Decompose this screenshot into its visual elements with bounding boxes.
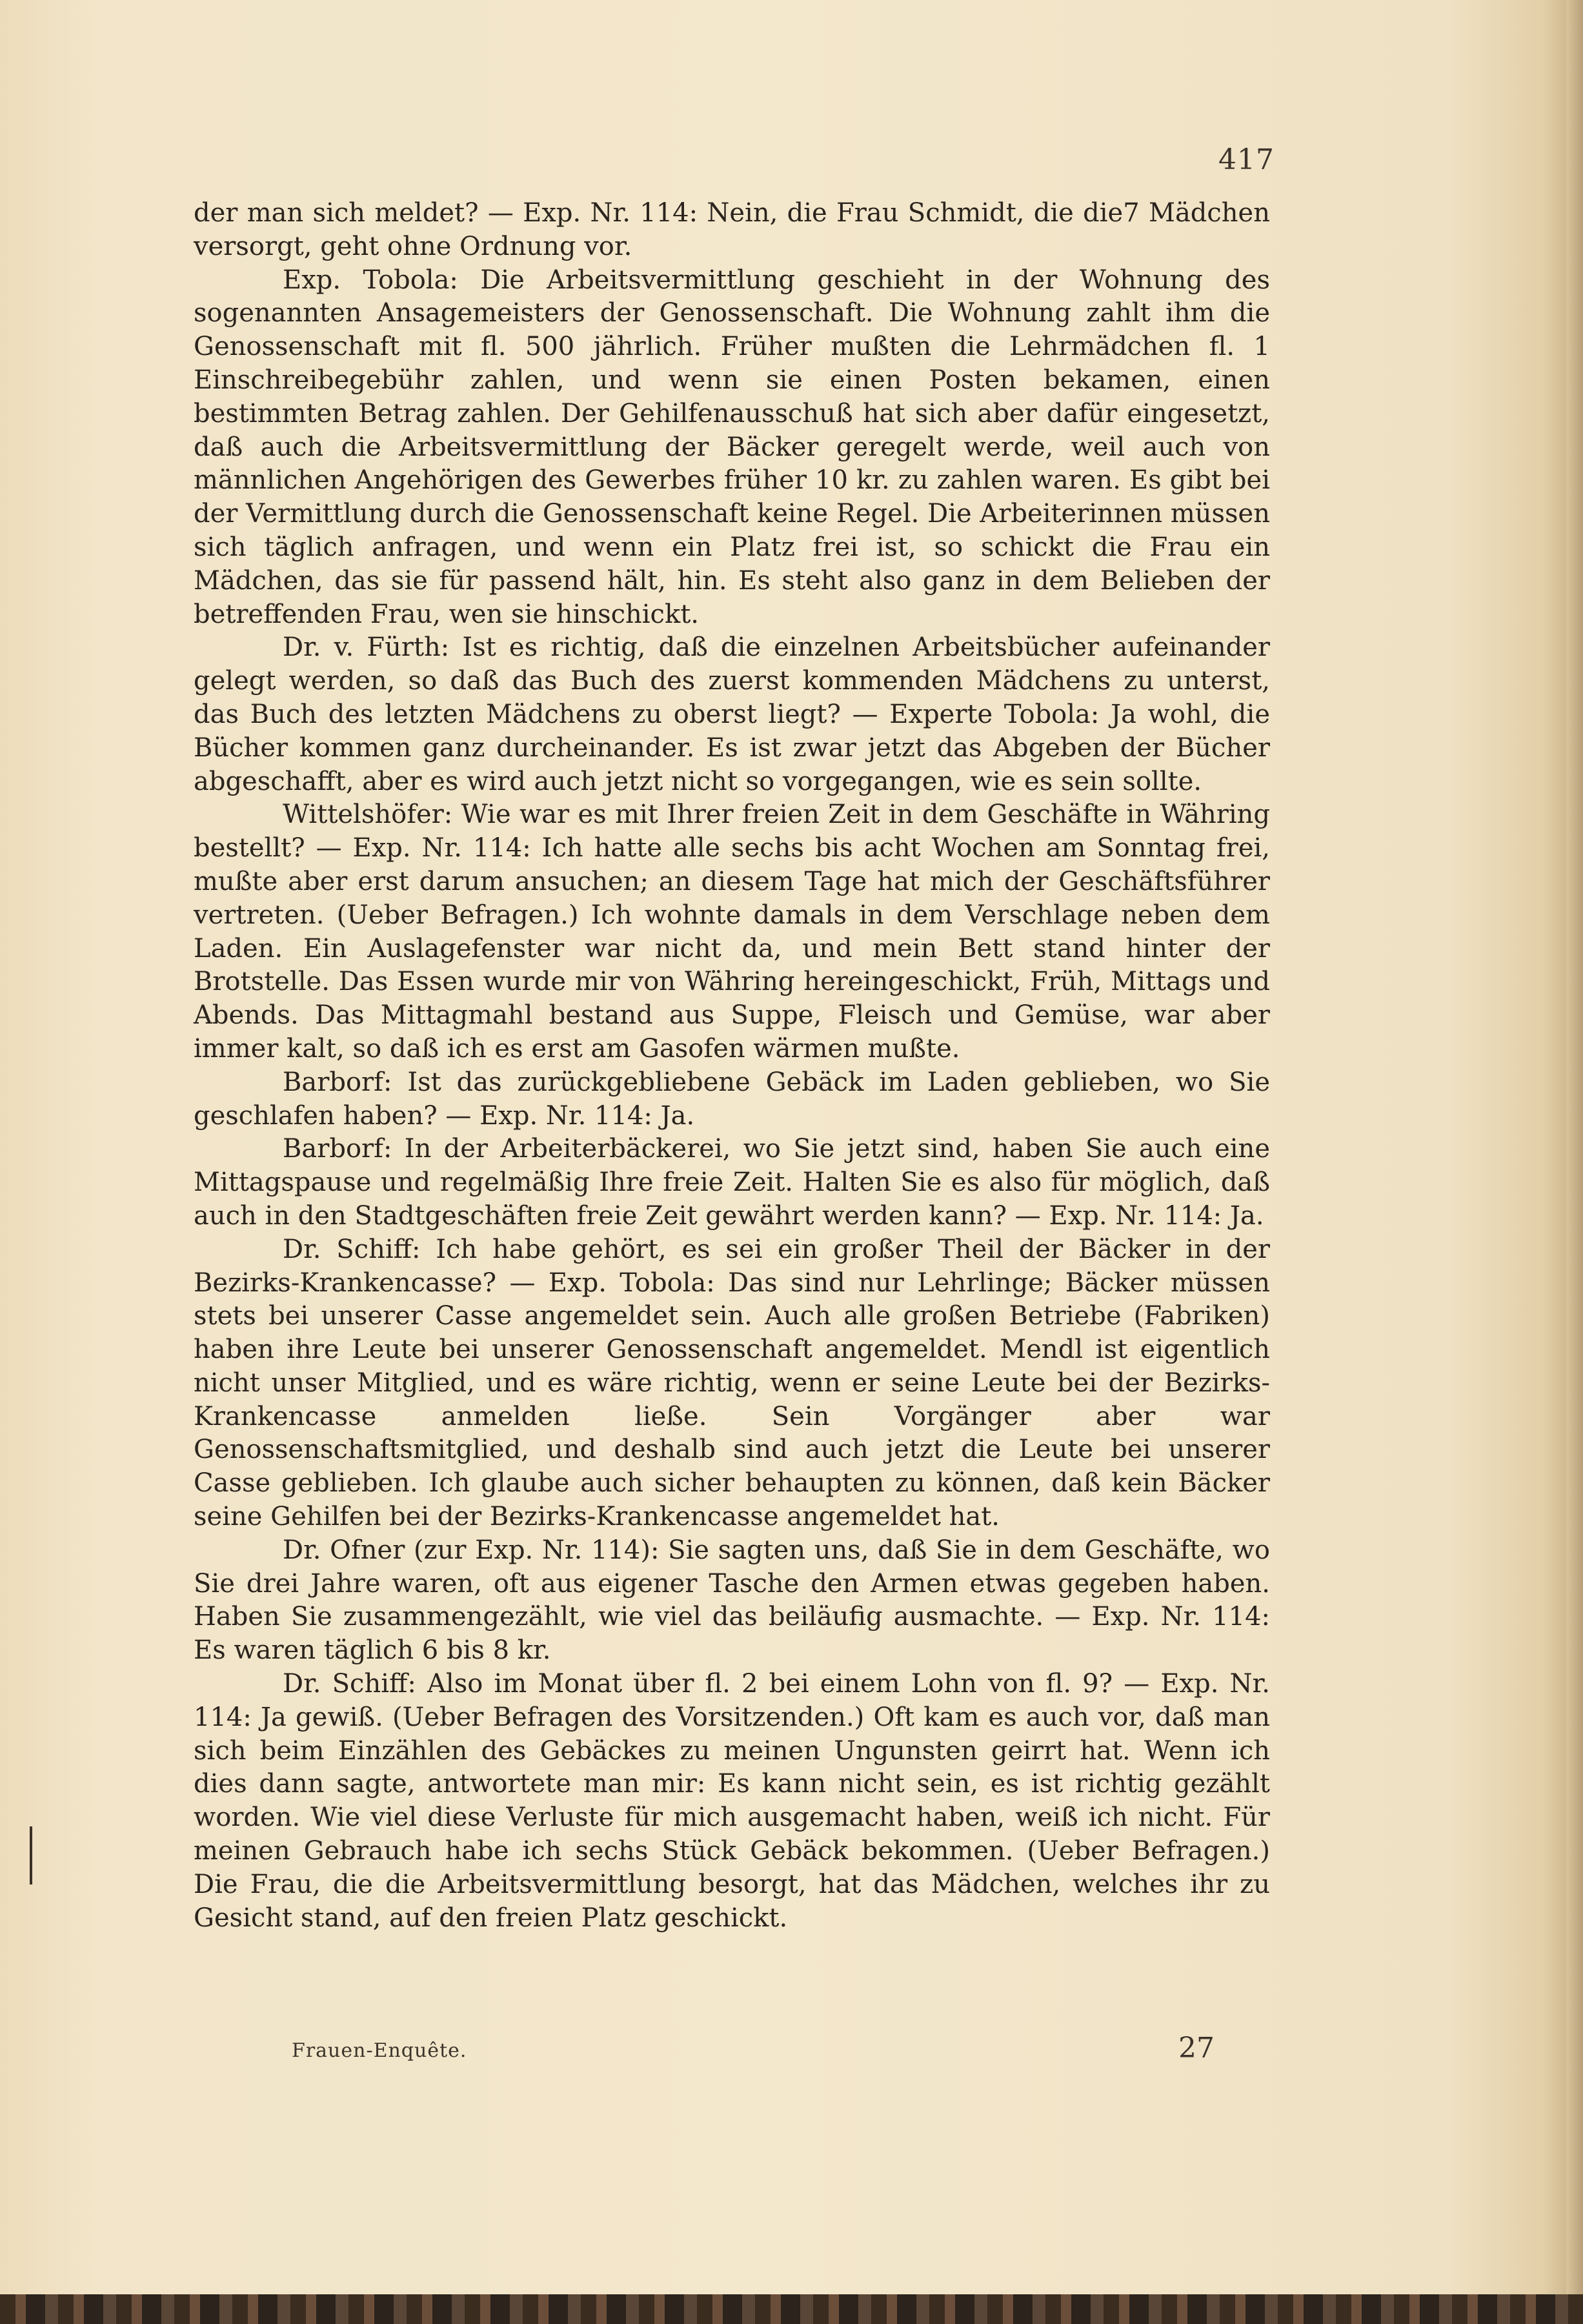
paragraph: Dr. v. Fürth: Ist es richtig, daß die einzelnen Arbeitsbücher aufeinander gelegt werden, so daß das Buch des zuerst kommenden Mädchens zu unterst, das Buch des letzten Mädchens zu oberst liegt? — Experte Tobola: Ja wohl, die Bücher kommen ganz durcheinander. Es ist zwar jetzt das Abgeben der Bücher abgeschafft, aber es wird auch jetzt nicht so vorgegangen, wie es sein sollte. [194,632,1270,796]
book-binding-strip [0,2294,1583,2324]
paragraph: Exp. Tobola: Die Arbeitsvermittlung geschieht in der Wohnung des sogenannten Ansagemeisters der Genossenschaft. Die Wohnung zahlt ihm die Genossenschaft mit fl. 500 jährlich. Früher mußten die Lehrmädchen fl. 1 Einschreibegebühr zahlen, und wenn sie einen Posten bekamen, einen bestimmten Betrag zahlen. Der Gehilfenausschuß hat sich aber dafür eingesetzt, daß auch die Arbeitsvermittlung der Bäcker geregelt werde, weil auch von männlichen Angehörigen des Gewerbes früher 10 kr. zu zahlen waren. Es gibt bei der Vermittlung durch die Genossenschaft keine Regel. Die Arbeiterinnen müssen sich täglich anfragen, und wenn ein Platz frei ist, so schickt die Frau ein Mädchen, das sie für passend hält, hin. Es steht also ganz in dem Belieben der betreffenden Frau, wen sie hinschickt. [194,265,1270,629]
paragraph: Barborf: In der Arbeiterbäckerei, wo Sie jetzt sind, haben Sie auch eine Mittagspause und regelmäßig Ihre freie Zeit. Halten Sie es also für möglich, daß auch in den Stadtgeschäften freie Zeit gewährt werden kann? — Exp. Nr. 114: Ja. [194,1134,1270,1231]
page-number: 417 [1218,143,1275,176]
margin-mark [30,1826,32,1884]
paragraph: Barborf: Ist das zurückgebliebene Gebäck im Laden geblieben, wo Sie geschlafen haben? — Exp. Nr. 114: Ja. [194,1067,1270,1131]
paragraph: der man sich meldet? — Exp. Nr. 114: Nein, die Frau Schmidt, die die7 Mädchen versorgt, geht ohne Ordnung vor. [194,198,1270,261]
paragraph: Dr. Schiff: Ich habe gehört, es sei ein großer Theil der Bäcker in der Bezirks-Krankencasse? — Exp. Tobola: Das sind nur Lehrlinge; Bäcker müssen stets bei unserer Casse angemeldet sein. Auch alle großen Betriebe (Fabriken) haben ihre Leute bei unserer Genossenschaft angemeldet. Mendl ist eigentlich nicht unser Mitglied, und es wäre richtig, wenn er seine Leute bei der Bezirks-Krankencasse anmelden ließe. Sein Vorgänger aber war Genossenschaftsmitglied, und deshalb sind auch jetzt die Leute bei unserer Casse geblieben. Ich glaube auch sicher behaupten zu können, daß kein Bäcker seine Gehilfen bei der Bezirks-Krankencasse angemeldet hat. [194,1234,1270,1532]
paper-edge [1566,0,1583,2294]
paragraph: Dr. Ofner (zur Exp. Nr. 114): Sie sagten uns, daß Sie in dem Geschäfte, wo Sie drei Jahre waren, oft aus eigener Tasche den Armen etwas gegeben haben. Haben Sie zusammengezählt, wie viel das beiläufig ausmachte. — Exp. Nr. 114: Es waren täglich 6 bis 8 kr. [194,1535,1270,1666]
paragraph: Wittelshöfer: Wie war es mit Ihrer freien Zeit in dem Geschäfte in Währing bestellt? — Exp. Nr. 114: Ich hatte alle sechs bis acht Wochen am Sonntag frei, mußte aber erst darum ansuchen; an diesem Tage hat mich der Geschäftsführer vertreten. (Ueber Befragen.) Ich wohnte damals in dem Verschlage neben dem Laden. Ein Auslagefenster war nicht da, und mein Bett stand hinter der Brotstelle. Das Essen wurde mir von Währing hereingeschickt, Früh, Mittags und Abends. Das Mittagmahl bestand aus Suppe, Fleisch und Gemüse, war aber immer kalt, so daß ich es erst am Gasofen wärmen mußte. [194,800,1270,1064]
footer-sheet-number: 27 [1178,2032,1215,2065]
paragraph: Dr. Schiff: Also im Monat über fl. 2 bei einem Lohn von fl. 9? — Exp. Nr. 114: Ja gewiß. (Ueber Befragen des Vorsitzenden.) Oft kam es auch vor, daß man sich beim Einzählen des Gebäckes zu meinen Ungunsten geirrt hat. Wenn ich dies dann sagte, antwortete man mir: Es kann nicht sein, es ist richtig gezählt worden. Wie viel diese Verluste für mich ausgemacht haben, weiß ich nicht. Für meinen Gebrauch habe ich sechs Stück Gebäck bekommen. (Ueber Befragen.) Die Frau, die die Arbeitsvermittlung besorgt, hat das Mädchen, welches ihr zu Gesicht stand, auf den freien Platz geschickt. [194,1669,1270,1933]
footer-signature: Frauen-Enquête. [292,2039,467,2062]
page-body-text [194,197,1270,1935]
